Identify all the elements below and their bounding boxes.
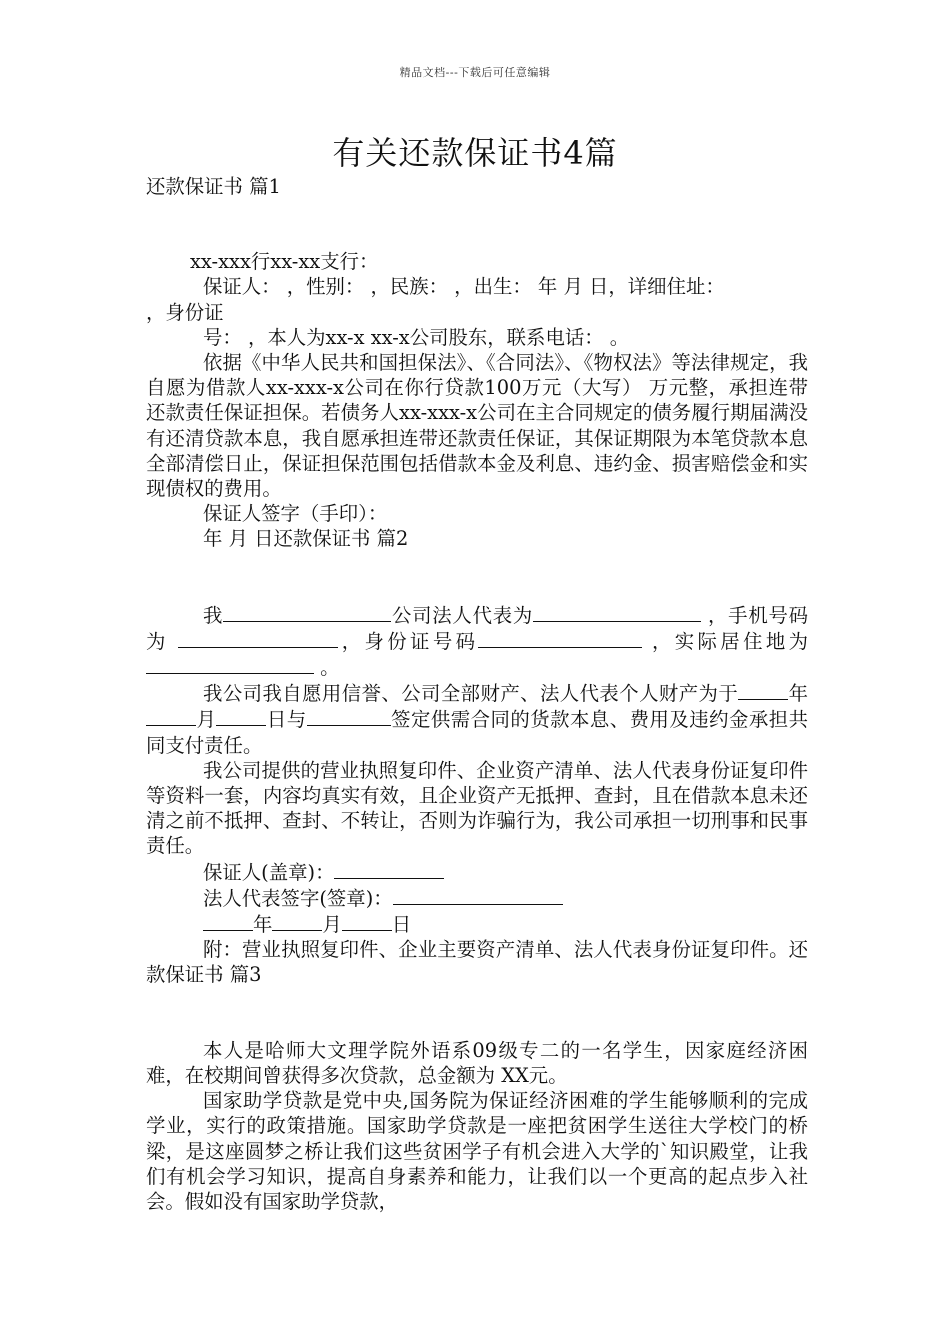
company-info-paragraph: 我 公司法人代表为 ，手机号码为 ，身份证号码 ，实际居住地为 。	[146, 603, 809, 680]
liability-paragraph: 我公司我自愿用信誉、公司全部财产、法人代表个人财产为于 年月 日与 签定供需合同的货款本息、费用及违约金承担共同支付责任。	[146, 682, 809, 757]
section-1-heading: 还款保证书 篇1	[146, 175, 281, 198]
blank-field	[478, 628, 642, 648]
addressee: xx-xxx行xx-xx支行：	[190, 250, 379, 274]
blank-field	[223, 602, 391, 622]
guarantor-info-line-3: 号： ，本人为xx-x xx-x公司股东，联系电话： 。	[203, 325, 630, 349]
student-intro-paragraph: 本人是哈师大文理学院外语系09级专二的一名学生，因家庭经济困难，在校期间曾获得多次贷款，总金额为 XX元。	[146, 1038, 808, 1087]
materials-paragraph: 我公司提供的营业执照复印件、企业资产清单、法人代表身份证复印件等资料一套，内容均真实有效，且企业资产无抵押、查封，且在借款本息未还清之前不抵押、查封、不转让，否则为诈骗行为，我公司承担一切刑事和民事责任。	[146, 758, 808, 858]
document-body	[146, 174, 808, 1214]
blank-field	[146, 654, 314, 674]
blank-field	[307, 706, 391, 726]
blank-field	[393, 885, 563, 905]
blank-field	[533, 602, 701, 622]
blank-field	[334, 859, 444, 879]
spacer	[146, 988, 808, 1038]
blank-field	[216, 706, 266, 726]
attachment-line-and-section-3-heading: 附：营业执照复印件、企业主要资产清单、法人代表身份证复印件。还款保证书 篇3	[146, 938, 808, 987]
spacer	[146, 199, 808, 249]
blank-field	[272, 911, 322, 931]
guarantor-info-line-1: 保证人： ，性别： ，民族： ，出生： 年 月 日，详细住址：	[203, 275, 725, 299]
blank-field	[146, 706, 196, 726]
blank-field	[178, 628, 338, 648]
blank-field	[203, 911, 253, 931]
legal-rep-signature-line: 法人代表签字(签章)：	[146, 885, 808, 911]
guarantee-paragraph: 依据《中华人民共和国担保法》、《合同法》、《物权法》等法律规定，我自愿为借款人xx-xxx-x公司在你行贷款100万元（大写） 万元整，承担连带还款责任保证担保。若债务人xx-xxx-x公司在主合同规定的债务履行期届满没有还清贷款本息，我自愿承担连带还款责任保证，其保证期限为本笔贷款本息全部清偿日止，保证担保范围包括借款本金及利息、违约金、损害赔偿金和实现债权的费用。	[146, 351, 808, 501]
spacer	[146, 552, 808, 602]
document-title: 有关还款保证书4篇	[332, 134, 618, 172]
guarantor-info-line-2: ，身份证	[146, 300, 224, 324]
date-line-and-section-2-heading: 年 月 日还款保证书 篇2	[203, 527, 409, 551]
guarantor-seal-line: 保证人(盖章)：	[146, 859, 808, 885]
date-line: 年 月 日	[146, 911, 808, 937]
blank-field	[342, 911, 392, 931]
blank-field	[738, 680, 788, 700]
student-loan-paragraph: 国家助学贷款是党中央,国务院为保证经济困难的学生能够顺利的完成学业，实行的政策措施。国家助学贷款是一座把贫困学生送往大学校门的桥梁，是这座圆梦之桥让我们这些贫困学子有机会进入大学的`知识殿堂，让我们有机会学习知识，提高自身素养和能力，让我们以一个更高的起点步入社会。假如没有国家助学贷款，	[146, 1089, 808, 1213]
guarantor-signature-line: 保证人签字（手印）：	[203, 502, 388, 526]
header-note: 精品文档---下载后可任意编辑	[399, 66, 551, 79]
